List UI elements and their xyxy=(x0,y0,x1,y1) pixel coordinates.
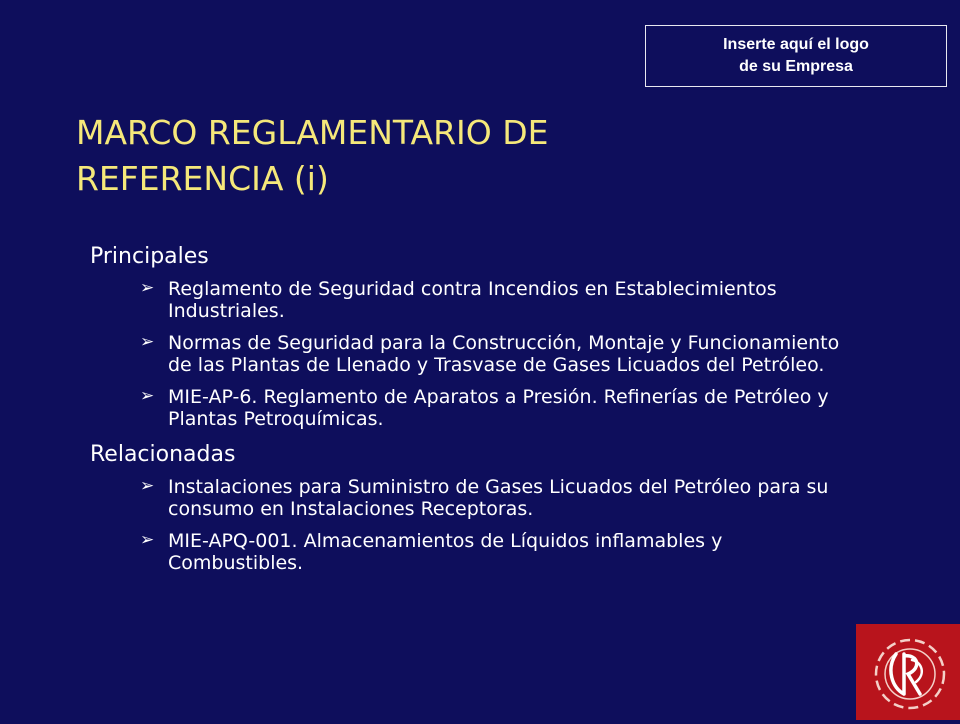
list-item-text: MIE-APQ-001. Almacenamientos de Líquidos inflamables y Combustibles. xyxy=(168,530,723,574)
arrow-bullet-icon: ➢ xyxy=(140,332,155,352)
list-item xyxy=(140,386,850,430)
arrow-bullet-icon: ➢ xyxy=(140,386,155,406)
slide-content xyxy=(90,242,850,584)
logo-placeholder-line2: de su Empresa xyxy=(739,58,853,75)
slide-title xyxy=(76,110,696,202)
list-item xyxy=(140,530,850,574)
list-item xyxy=(140,278,850,322)
arrow-bullet-icon: ➢ xyxy=(140,278,155,298)
list-item-text: Instalaciones para Suministro de Gases Licuados del Petróleo para su consumo en Instalaciones Receptoras. xyxy=(168,476,829,520)
list-item xyxy=(140,332,850,376)
logo-placeholder-box xyxy=(645,25,947,87)
bullet-list-principales xyxy=(140,278,850,430)
logo-placeholder-line1: Inserte aquí el logo xyxy=(723,36,869,53)
section-heading-relacionadas: Relacionadas xyxy=(90,442,236,467)
section-heading-principales: Principales xyxy=(90,244,209,269)
list-item-text: Normas de Seguridad para la Construcción, Montaje y Funcionamiento de las Plantas de Llenado y Trasvase de Gases Licuados del Petróleo. xyxy=(168,332,840,376)
list-item-text: Reglamento de Seguridad contra Incendios en Establecimientos Industriales. xyxy=(168,278,777,322)
company-monogram-logo xyxy=(856,624,960,720)
bullet-list-relacionadas xyxy=(140,476,850,574)
list-item-text: MIE-AP-6. Reglamento de Aparatos a Presión. Refinerías de Petróleo y Plantas Petroquímicas. xyxy=(168,386,829,430)
slide-title-line2: REFERENCIA (i) xyxy=(76,159,329,198)
monogram-logo-graphic xyxy=(856,624,960,720)
slide-title-line1: MARCO REGLAMENTARIO DE xyxy=(76,113,549,152)
arrow-bullet-icon: ➢ xyxy=(140,530,155,550)
arrow-bullet-icon: ➢ xyxy=(140,476,155,496)
list-item xyxy=(140,476,850,520)
